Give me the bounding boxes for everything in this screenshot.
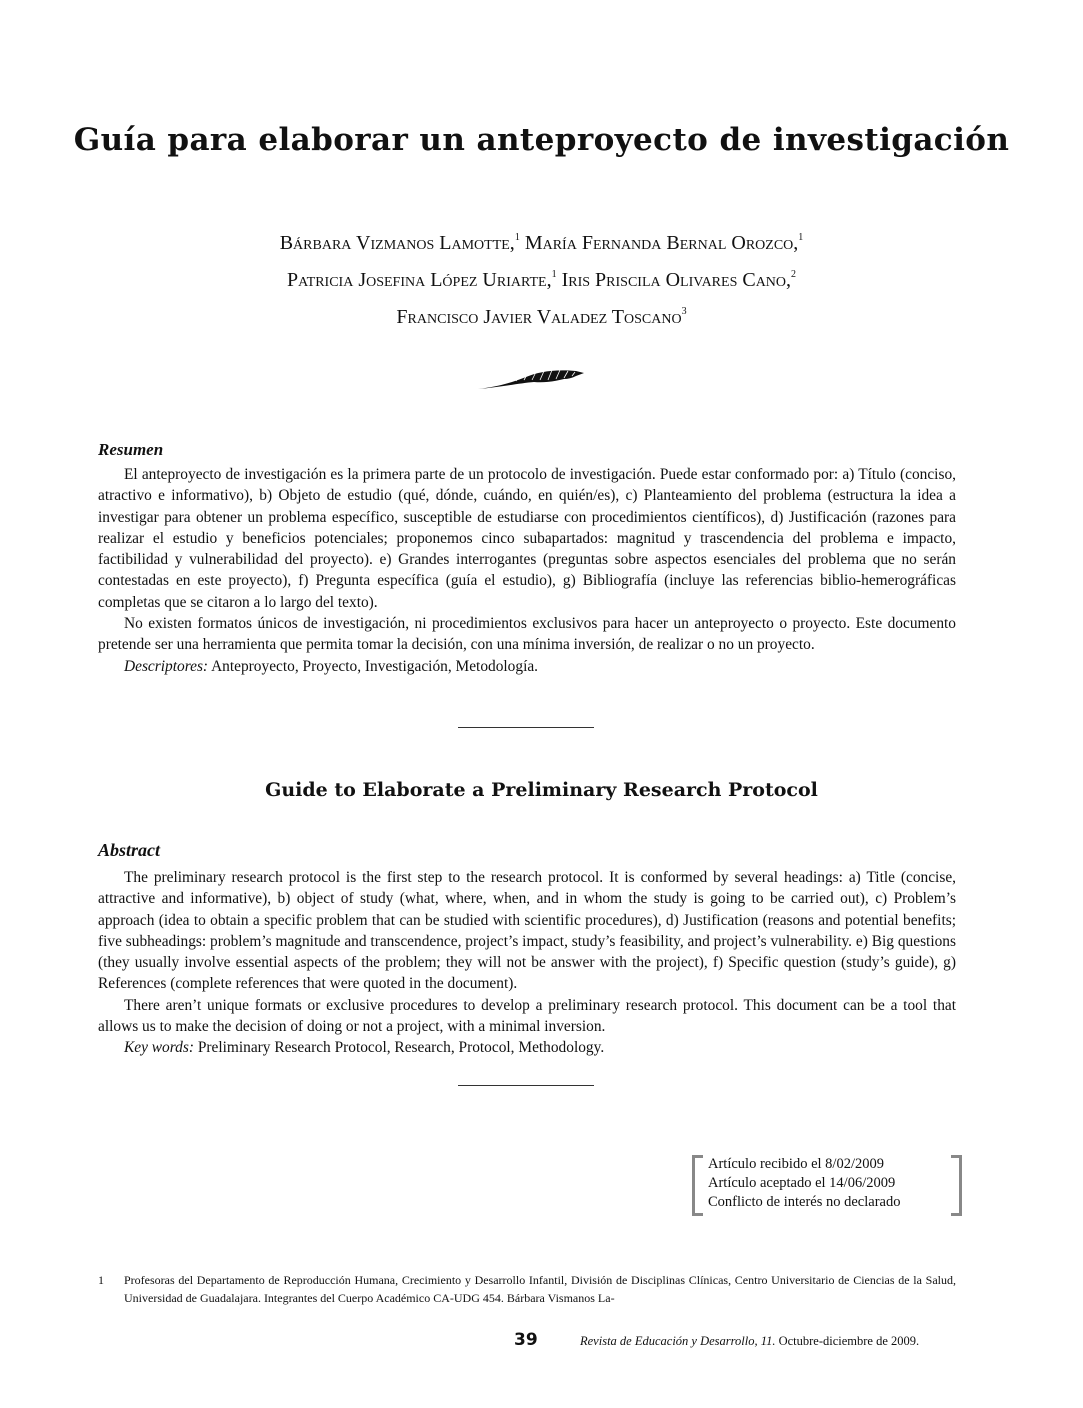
author-name: Patricia Josefina López Uriarte, — [286, 269, 552, 291]
keywords-label: Key words: — [124, 1039, 194, 1057]
feather-ornament-icon — [476, 367, 586, 393]
resumen-paragraph-1: El anteproyecto de investigación es la primera parte de un protocolo de investigación. Puede estar conformado por: a) Título (conciso, atractivo e informativo), b) Objeto de estudio (qué, dónde, cuándo, en quién/es), c) Planteamiento del problema (estructura la idea a investigar para obtener un problema específico, susceptible de estudiarse con procedimientos científicos), d) Justificación (razones para realizar el estudio y beneficios potenciales; proponemos cinco subapartados: magnitud y trascendencia del problema e impacto, factibilidad y vulnerabilidad del proyecto). e) Grandes interrogantes (preguntas sobre aspectos esenciales del problema que no serán contestadas en este proyecto), f) Pregunta específica (guía el estudio), g) Bibliografía (incluye las referencias biblio-hemerográficas completas que se citaron a lo largo del texto). — [98, 466, 956, 611]
abstract-paragraph-2: There aren’t unique formats or exclusive procedures to develop a preliminary research protocol. This document can be a tool that allows us to make the decision of doing or not a project, with a minimal inversion. — [98, 996, 956, 1036]
footnote-text: Profesoras del Departamento de Reproducción Humana, Crecimiento y Desarrollo Infantil, División de Disciplinas Clínicas, Centro Universitario de Ciencias de la Salud, Universidad de Guadalajara. Integrantes del Cuerpo Académico CA-UDG 454. Bárbara Vismanos La- — [124, 1273, 956, 1305]
footnote — [98, 1271, 956, 1307]
author-affiliation-mark: 1 — [514, 232, 520, 243]
author-line-3 — [80, 296, 1003, 333]
resumen-paragraph-2: No existen formatos únicos de investigación, ni procedimientos exclusivos para hacer un anteproyecto o proyecto. Este documento pretende ser una herramienta que permita tomar la decisión, con una mínima inversión, de realizar o no un proyecto. — [98, 615, 956, 654]
resumen-body — [98, 464, 956, 677]
author-line-2 — [80, 259, 1003, 296]
abstract-paragraph-1: The preliminary research protocol is the first step to the research protocol. It is conformed by several headings: a) Title (concise, attractive and informative), b) object of study (what, where, when, and in whom the study is going to be carried out), c) Problem’s approach (idea to obtain a specific problem that can be studied with scientific procedures), d) Justification (reasons and potential benefits; five subheadings: problem’s magnitude and transcendence, project’s impact, study’s feasibility, and project’s vulnerability. e) Big questions (they usually involve essential aspects of the problem; they will not be answer with the project), f) Specific question (study’s guide), g) References (complete references that were quoted in the document). — [98, 869, 956, 993]
author-list — [80, 222, 1003, 333]
author-affiliation-mark: 3 — [681, 306, 687, 317]
bracket-right — [951, 1155, 962, 1216]
author-name: María Fernanda Bernal Orozco, — [524, 232, 799, 254]
author-affiliation-mark: 1 — [798, 232, 804, 243]
keywords-value: Preliminary Research Protocol, Research, Protocol, Methodology. — [197, 1039, 605, 1057]
footnote-number: 1 — [98, 1273, 104, 1287]
author-affiliation-mark: 2 — [791, 269, 797, 280]
accepted-date: Artículo aceptado el 14/06/2009 — [708, 1175, 896, 1191]
journal-citation — [580, 1334, 919, 1349]
keywords-value: Anteproyecto, Proyecto, Investigación, Metodología. — [211, 657, 539, 675]
author-line-1 — [80, 222, 1003, 259]
article-title: Guía para elaborar un anteproyecto de investigación — [73, 122, 1010, 158]
journal-date: Octubre-diciembre de 2009. — [778, 1334, 920, 1348]
article-dates-lines — [708, 1155, 900, 1212]
page-number: 39 — [514, 1330, 538, 1350]
section-divider — [458, 1085, 594, 1086]
author-affiliation-mark: 1 — [551, 269, 557, 280]
author-name: Bárbara Vizmanos Lamotte, — [279, 232, 515, 254]
section-divider — [458, 727, 594, 728]
abstract-heading: Abstract — [98, 840, 161, 860]
resumen-heading: Resumen — [98, 440, 164, 459]
bracket-left — [692, 1155, 703, 1216]
resumen-keywords — [98, 656, 956, 677]
abstract-body — [98, 867, 956, 1059]
article-dates-box — [692, 1155, 962, 1212]
abstract-keywords — [98, 1037, 956, 1058]
keywords-label: Descriptores: — [124, 657, 209, 675]
english-title: Guide to Elaborate a Preliminary Research Protocol — [265, 779, 818, 801]
conflict-statement: Conflicto de interés no declarado — [708, 1194, 901, 1210]
author-name: Iris Priscila Olivares Cano, — [561, 269, 792, 291]
received-date: Artículo recibido el 8/02/2009 — [708, 1156, 884, 1172]
author-name: Francisco Javier Valadez Toscano — [396, 306, 682, 328]
journal-name: Revista de Educación y Desarrollo, 11. — [580, 1334, 776, 1348]
